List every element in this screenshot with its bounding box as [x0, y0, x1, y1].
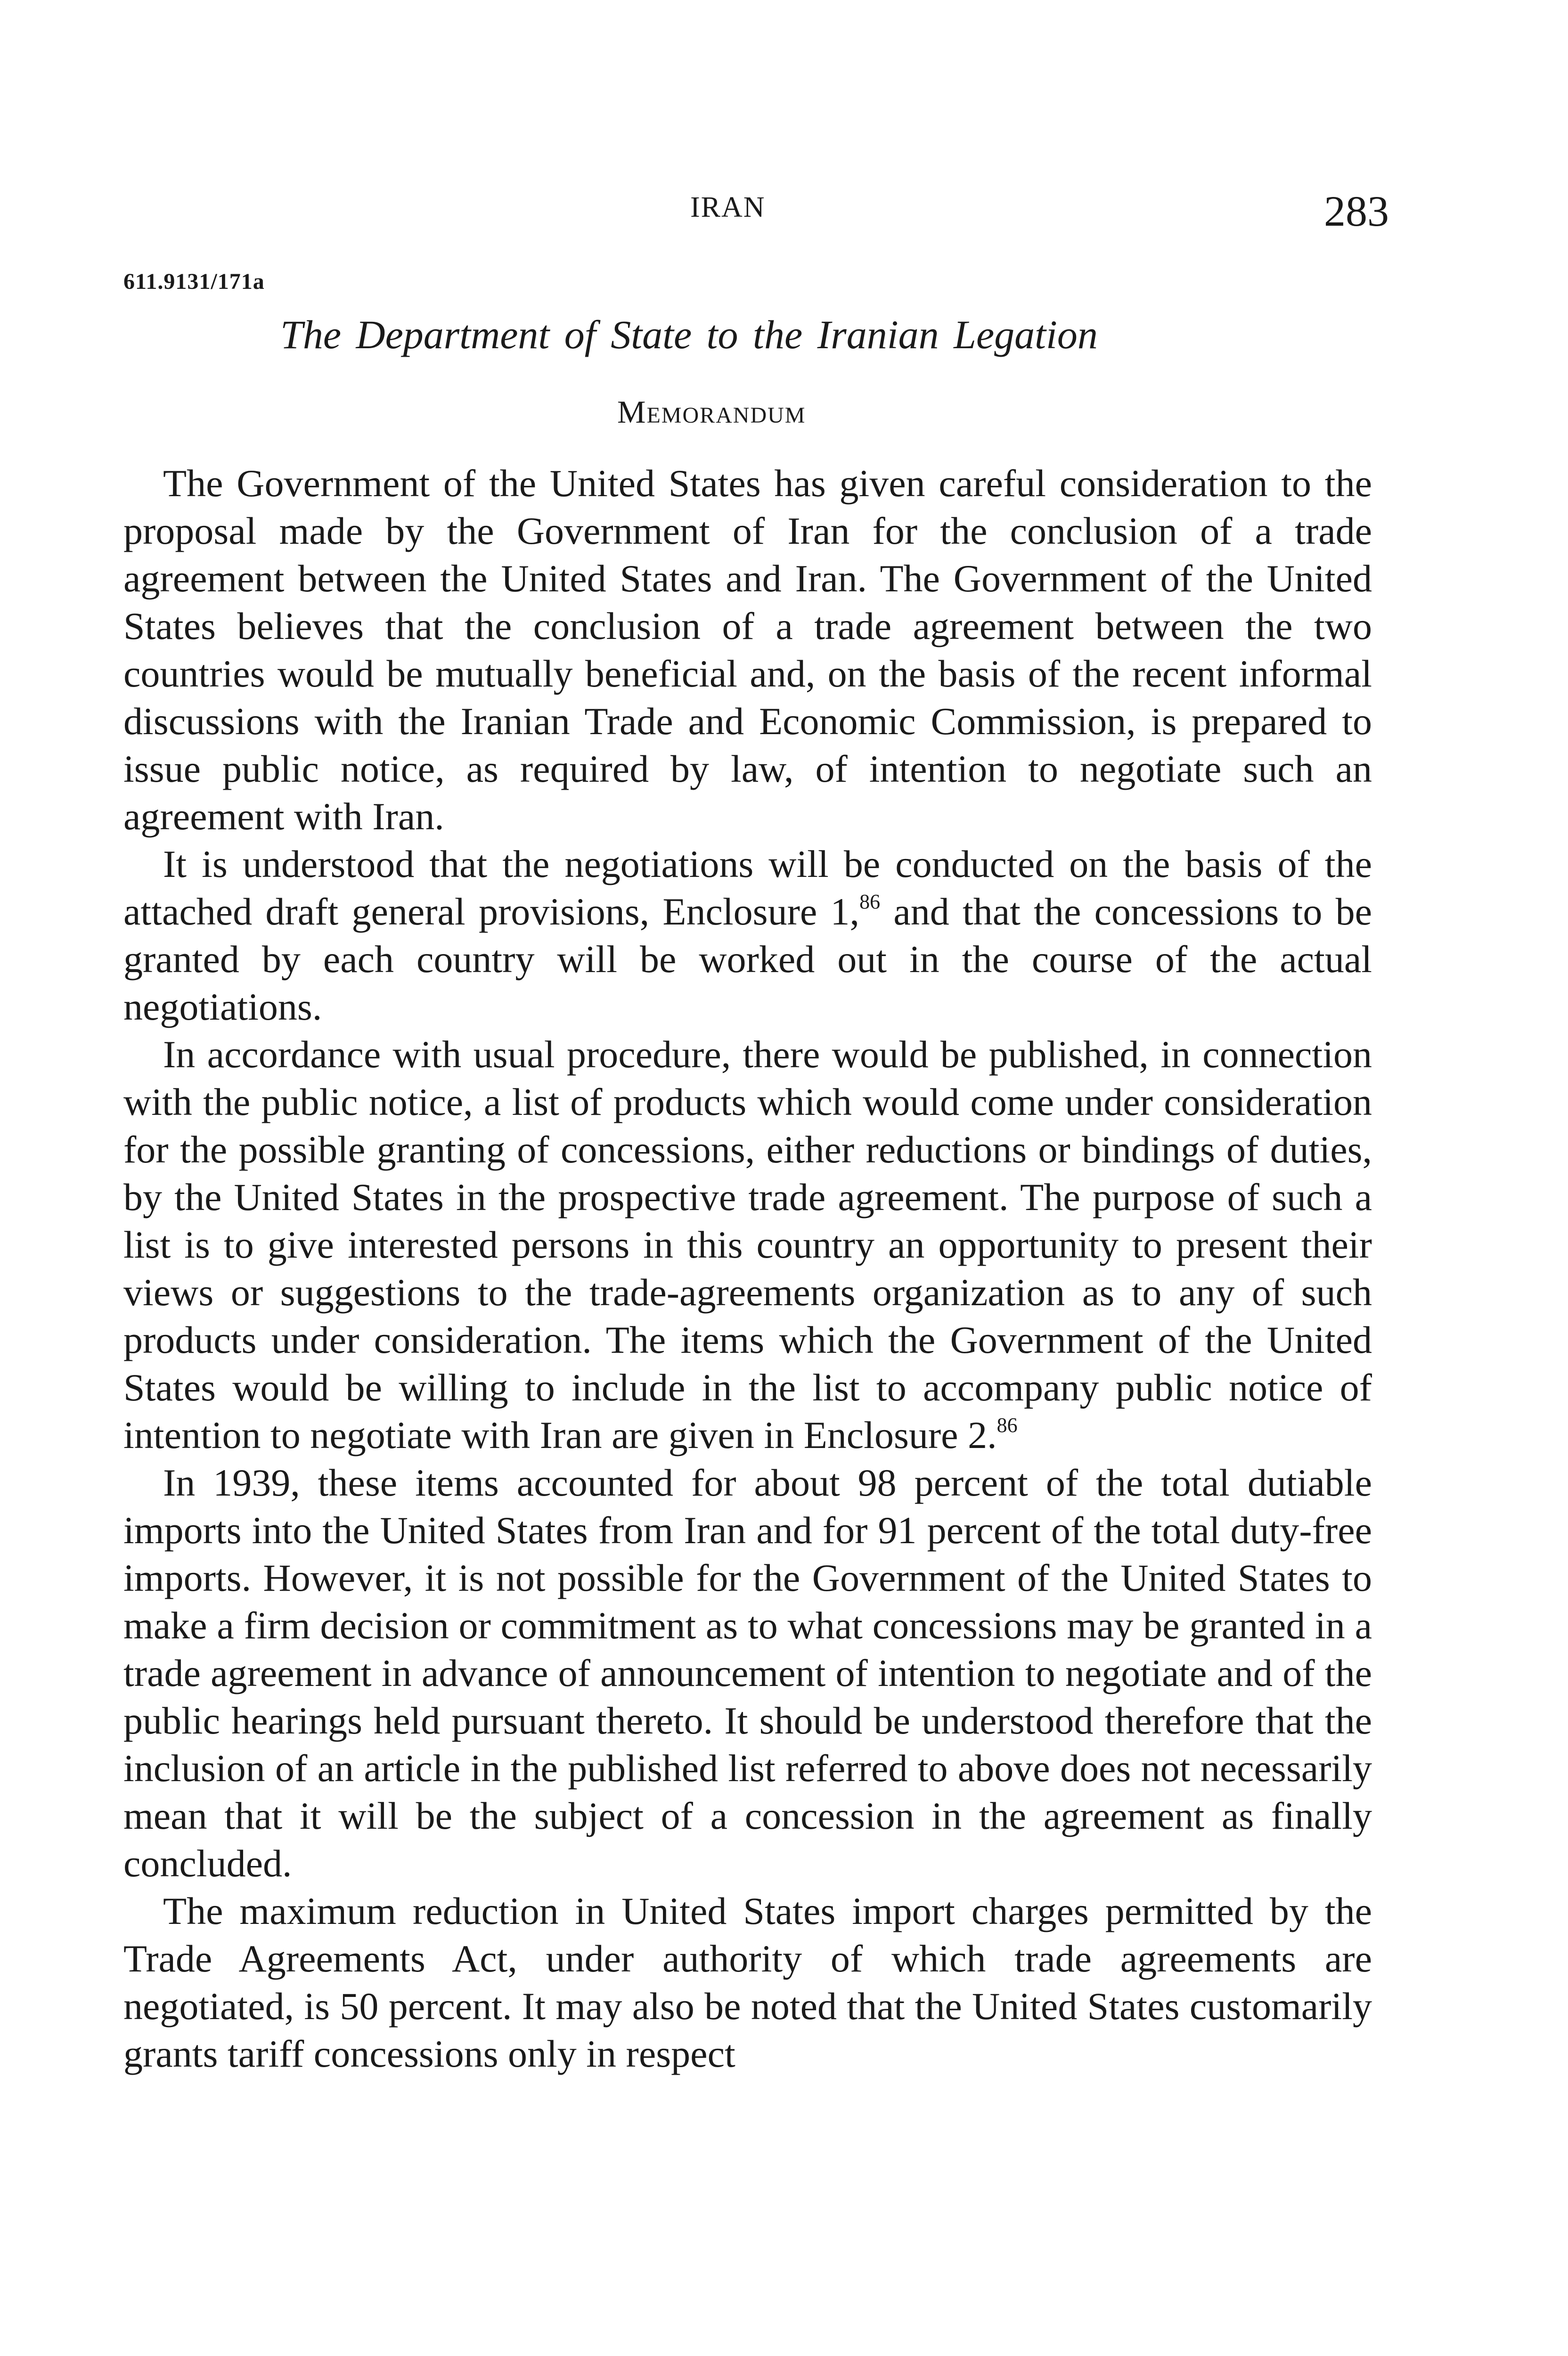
footnote-reference: 86: [996, 1414, 1018, 1437]
paragraph: The Government of the United States has given careful consideration to the proposal made by the Government of Iran for the conclusion of a trade agreement between the United States and Iran. The Government of the United States believes that the conclusion of a trade agreement between the two countries would be mutually beneficial and, on the basis of the recent informal discussions with the Iranian Trade and Economic Commission, is prepared to issue public notice, as required by law, of intention to negotiate such an agreement with Iran.: [123, 462, 1372, 838]
footnote-reference: 86: [859, 890, 881, 913]
file-number: 611.9131/171a: [123, 269, 265, 294]
running-head: [0, 186, 1568, 238]
paragraph-text: and that the concessions to be granted by each country will be worked out in the course of the actual negotiations.: [123, 890, 1372, 1028]
running-title: IRAN: [690, 191, 766, 223]
document-title: The Department of State to the Iranian Legation: [280, 312, 1098, 357]
page-number: 283: [1324, 187, 1389, 235]
paragraph: The maximum reduction in United States import charges permitted by the Trade Agreements Act, under authority of which trade agreements are negotiated, is 50 percent. It may also be noted that the United States customarily grants tariff concessions only in respect: [123, 1890, 1372, 2075]
paragraph-text: In accordance with usual procedure, there would be published, in connection with the public notice, a list of products which would come under consideration for the possible granting of concessions, either reductions or bindings of duties, by the United States in the prospective trade agreement. The purpose of such a list is to give interested persons in this country an opportunity to present their views or suggestions to the trade-agreements organization as to any of such products under consideration. The items which the Government of the United States would be willing to include in the list to accompany public notice of intention to negotiate with Iran are given in Enclosure 2.: [123, 1033, 1372, 1456]
memorandum-heading: Memorandum: [617, 394, 806, 430]
memorandum-body: [123, 459, 1372, 2078]
paragraph: [123, 840, 1372, 1031]
paragraph: [123, 1031, 1372, 1459]
paragraph-text: It is understood that the negotiations will be conducted on the basis of the attached draft general provisions, Enclosure 1,: [123, 843, 1372, 933]
paragraph: In 1939, these items accounted for about 98 percent of the total dutiable imports into the United States from Iran and for 91 percent of the total duty-free imports. However, it is not possible for the Government of the United States to make a firm decision or commitment as to what concessions may be granted in a trade agreement in advance of announcement of intention to negotiate and of the public hearings held pursuant thereto. It should be understood therefore that the inclusion of an article in the published list referred to above does not necessarily mean that it will be the subject of a concession in the agreement as finally concluded.: [123, 1461, 1372, 1885]
